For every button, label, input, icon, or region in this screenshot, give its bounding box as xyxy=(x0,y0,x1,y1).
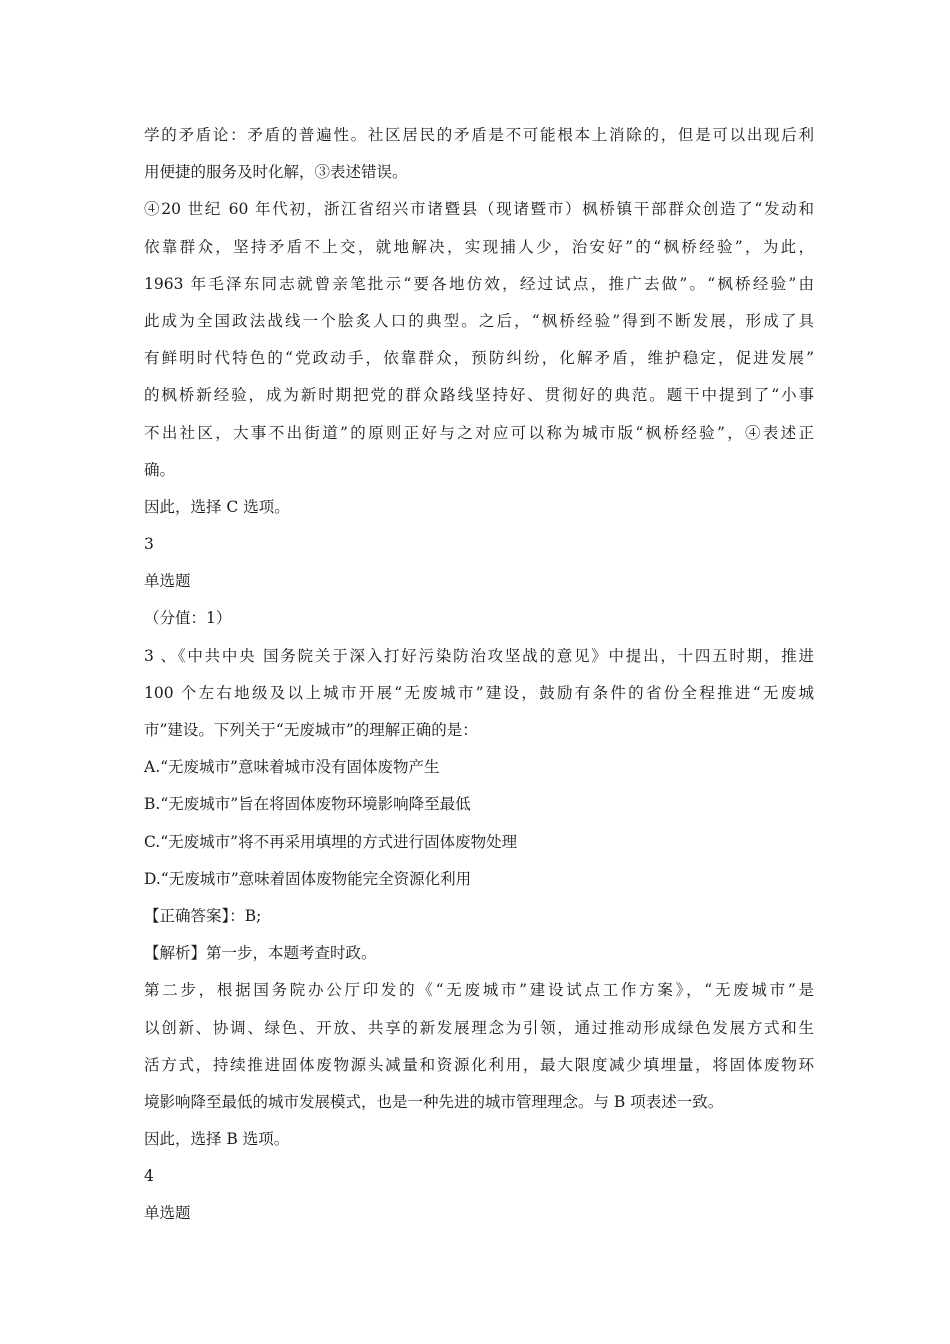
text-line: B.“无废城市”旨在将固体废物环境影响降至最低 xyxy=(144,795,471,814)
text-line: 【正确答案】：B; xyxy=(144,906,262,925)
text-line: 活方式，持续推进固体废物源头减量和资源化利用，最大限度减少填埋量，将固体废物环 xyxy=(144,1055,814,1074)
text-line: 的枫桥新经验，成为新时期把党的群众路线坚持好、贯彻好的典范。题干中提到了“小事 xyxy=(144,386,814,405)
text-line: 因此，选择 B 选项。 xyxy=(144,1130,290,1149)
text-line: （分值：1） xyxy=(144,609,232,628)
text-line: 此成为全国政法战线一个脍炙人口的典型。之后，“枫桥经验”得到不断发展，形成了具 xyxy=(144,311,814,330)
text-line: 4 xyxy=(144,1167,154,1186)
text-line: ④20 世纪 60 年代初，浙江省绍兴市诸暨县（现诸暨市）枫桥镇干部群众创造了“发动和 xyxy=(144,200,814,219)
text-line: 依靠群众，坚持矛盾不上交，就地解决，实现捕人少，治安好”的“枫桥经验”，为此， xyxy=(144,237,814,256)
document-body xyxy=(144,117,814,1233)
text-line: 【解析】第一步，本题考查时政。 xyxy=(144,944,377,963)
text-line: 因此，选择 C 选项。 xyxy=(144,497,290,516)
text-line: 市”建设。下列关于“无废城市”的理解正确的是： xyxy=(144,721,478,739)
text-line: 3 xyxy=(144,535,154,554)
text-line: 有鲜明时代特色的“党政动手，依靠群众，预防纠纷，化解矛盾，维护稳定，促进发展” xyxy=(144,349,814,368)
text-line: 3 、《中共中央 国务院关于深入打好污染防治攻坚战的意见》中提出，十四五时期，推进 xyxy=(144,646,814,665)
text-line: 境影响降至最低的城市发展模式，也是一种先进的城市管理理念。与 B 项表述一致。 xyxy=(144,1092,724,1111)
text-line: 第二步，根据国务院办公厅印发的《“无废城市”建设试点工作方案》，“无废城市”是 xyxy=(144,981,814,1000)
text-line: A.“无废城市”意味着城市没有固体废物产生 xyxy=(144,758,440,777)
text-line: 单选题 xyxy=(144,1204,191,1223)
text-line: C.“无废城市”将不再采用填埋的方式进行固体废物处理 xyxy=(144,832,518,851)
text-line: 不出社区，大事不出街道”的原则正好与之对应可以称为城市版“枫桥经验”，④表述正 xyxy=(144,423,814,442)
text-line: D.“无废城市”意味着固体废物能完全资源化利用 xyxy=(144,869,472,888)
text-line: 用便捷的服务及时化解，③表述错误。 xyxy=(144,163,408,182)
text-line: 单选题 xyxy=(144,572,191,591)
text-line: 1963 年毛泽东同志就曾亲笔批示“要各地仿效，经过试点，推广去做”。“枫桥经验”由 xyxy=(144,274,814,293)
text-line: 100 个左右地级及以上城市开展“无废城市”建设，鼓励有条件的省份全程推进“无废城 xyxy=(144,683,814,702)
text-line: 以创新、协调、绿色、开放、共享的新发展理念为引领，通过推动形成绿色发展方式和生 xyxy=(144,1018,814,1037)
text-line: 确。 xyxy=(144,460,176,479)
text-line: 学的矛盾论：矛盾的普遍性。社区居民的矛盾是不可能根本上消除的，但是可以出现后利 xyxy=(144,126,814,144)
